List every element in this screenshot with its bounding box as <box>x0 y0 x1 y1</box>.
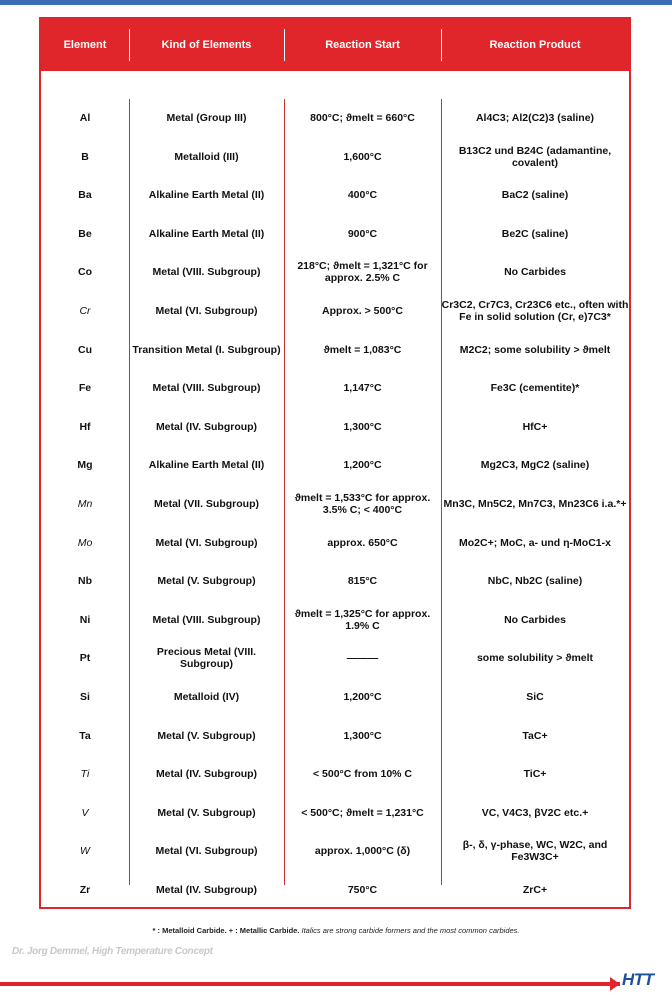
table-row <box>41 292 629 330</box>
reaction-start-cell: < 500°C; ϑmelt = 1,231°C <box>301 806 424 819</box>
reaction-product-cell: Cr3C2, Cr7C3, Cr23C6 etc., often with Fe in solid solution (Cr, e)7C3* <box>441 299 629 323</box>
reaction-start-cell: ——— <box>346 652 379 665</box>
kind-cell: Metal (V. Subgroup) <box>157 806 256 819</box>
kind-cell: Metal (V. Subgroup) <box>157 729 256 742</box>
table-header <box>41 19 629 71</box>
reaction-start-cell: ϑmelt = 1,533°C for approx. 3.5% C; < 400°C <box>294 492 431 516</box>
element-cell: Co <box>78 266 92 279</box>
element-cell: Al <box>79 112 91 124</box>
reaction-product-cell: β-, δ, γ-phase, WC, W2C, and Fe3W3C+ <box>462 839 608 864</box>
reaction-start-cell: 1,300°C <box>343 729 382 742</box>
element-cell: Mn <box>77 498 93 510</box>
table-row <box>41 99 629 137</box>
table-row <box>41 755 629 793</box>
kind-cell: Transition Metal (I. Subgroup) <box>132 343 281 356</box>
kind-cell: Metal (V. Subgroup) <box>157 575 256 588</box>
table-row <box>41 639 629 677</box>
element-cell: W <box>80 845 90 858</box>
element-cell: Cu <box>78 343 92 356</box>
reaction-product-cell: Mn3C, Mn5C2, Mn7C3, Mn23C6 i.a.*+ <box>443 498 627 510</box>
reaction-product-cell: M2C2; some solubility > ϑmelt <box>459 343 611 356</box>
reaction-start-cell: approx. 1,000°C (δ) <box>314 845 411 858</box>
reaction-start-cell: 400°C <box>347 189 378 202</box>
kind-cell: Metal (IV. Subgroup) <box>155 884 258 896</box>
reaction-start-cell: 815°C <box>347 575 378 588</box>
reaction-product-cell: VC, V4C3, βV2C etc.+ <box>481 806 589 819</box>
element-cell: Ta <box>79 729 91 742</box>
element-cell: Fe <box>78 382 92 395</box>
header-reaction-product: Reaction Product <box>489 39 581 51</box>
reaction-start-cell: ϑmelt = 1,325°C for approx. 1.9% C <box>294 607 431 632</box>
reaction-product-cell: Be2C (saline) <box>501 227 569 240</box>
table-row <box>41 601 629 639</box>
table-row <box>41 562 629 600</box>
footnote <box>0 926 672 935</box>
reaction-start-cell: 800°C; ϑmelt = 660°C <box>310 112 415 124</box>
table-row <box>41 678 629 716</box>
footnote-metallic: + : Metallic Carbide. <box>226 926 300 935</box>
reaction-product-cell: TiC+ <box>523 768 547 781</box>
kind-cell: Precious Metal (VIII. Subgroup) <box>156 646 257 671</box>
element-cell: Ba <box>78 189 92 202</box>
element-cell: Zr <box>79 884 91 896</box>
reaction-product-cell: No Carbides <box>504 613 566 626</box>
reaction-product-cell: No Carbides <box>504 266 566 279</box>
author-credit: Dr. Jorg Demmel, High Temperature Concept <box>12 946 213 957</box>
reaction-product-cell: Fe3C (cementite)* <box>490 382 580 395</box>
element-cell: B <box>81 150 89 163</box>
element-cell: Ti <box>80 768 90 781</box>
element-cell: Mo <box>77 536 93 549</box>
reaction-product-cell: NbC, Nb2C (saline) <box>487 575 583 588</box>
table-row <box>41 485 629 523</box>
kind-cell: Metal (VIII. Subgroup) <box>152 382 261 395</box>
kind-cell: Metal (Group III) <box>166 112 247 124</box>
table-row <box>41 832 629 870</box>
kind-cell: Metalloid (IV) <box>173 691 240 703</box>
reaction-start-cell: 1,200°C <box>343 459 382 472</box>
htt-logo: HTT <box>622 970 654 989</box>
reaction-product-cell: some solubility > ϑmelt <box>476 652 594 665</box>
kind-cell: Metal (VI. Subgroup) <box>155 845 258 858</box>
header-kind: Kind of Elements <box>161 39 252 51</box>
carbide-table <box>39 17 631 909</box>
element-cell: Si <box>80 691 90 703</box>
reaction-start-cell: 1,600°C <box>343 150 382 163</box>
reaction-product-cell: ZrC+ <box>522 884 548 896</box>
reaction-product-cell: TaC+ <box>522 729 548 742</box>
kind-cell: Metal (VIII. Subgroup) <box>152 266 261 279</box>
table-row <box>41 871 629 909</box>
reaction-start-cell: 1,300°C <box>343 420 382 433</box>
table-row <box>41 331 629 369</box>
table-row <box>41 794 629 832</box>
kind-cell: Alkaline Earth Metal (II) <box>148 459 265 472</box>
kind-cell: Metalloid (III) <box>174 150 239 163</box>
reaction-start-cell: 1,147°C <box>343 382 382 395</box>
header-reaction-start: Reaction Start <box>325 39 400 51</box>
reaction-product-cell: Mg2C3, MgC2 (saline) <box>480 459 590 472</box>
element-cell: Cr <box>79 305 91 317</box>
table-row <box>41 138 629 176</box>
kind-cell: Metal (IV. Subgroup) <box>155 420 258 433</box>
footnote-metalloid: * : Metalloid Carbide. <box>152 926 227 935</box>
table-row <box>41 215 629 253</box>
reaction-start-cell: approx. 650°C <box>327 536 398 549</box>
reaction-start-cell: 900°C <box>347 227 378 240</box>
element-cell: Hf <box>79 420 91 433</box>
table-row <box>41 369 629 407</box>
table-row <box>41 253 629 291</box>
element-cell: Nb <box>78 575 92 588</box>
reaction-start-cell: < 500°C from 10% C <box>312 768 413 781</box>
bottom-accent-line <box>0 982 620 986</box>
kind-cell: Metal (VI. Subgroup) <box>155 305 258 317</box>
logo-arrow-icon <box>610 977 620 991</box>
kind-cell: Metal (IV. Subgroup) <box>155 768 258 781</box>
reaction-start-cell: Approx. > 500°C <box>322 305 403 317</box>
reaction-start-cell: 1,200°C <box>343 691 382 703</box>
reaction-start-cell: ϑmelt = 1,083°C <box>323 343 402 356</box>
reaction-product-cell: Mo2C+; MoC, a- und η-MoC1-x <box>459 536 611 549</box>
reaction-product-cell: BaC2 (saline) <box>501 189 569 202</box>
table-row <box>41 408 629 446</box>
element-cell: Pt <box>79 652 91 665</box>
header-element: Element <box>63 39 107 51</box>
footnote-italics-note: Italics are strong carbide formers and the most common carbides. <box>299 926 520 935</box>
kind-cell: Metal (VI. Subgroup) <box>155 536 258 549</box>
reaction-start-cell: 218°C; ϑmelt = 1,321°C for approx. 2.5% C <box>297 260 428 285</box>
table-row <box>41 524 629 562</box>
element-cell: Ni <box>79 613 91 626</box>
kind-cell: Metal (VIII. Subgroup) <box>152 613 261 626</box>
table-row <box>41 446 629 484</box>
element-cell: V <box>81 806 89 819</box>
kind-cell: Alkaline Earth Metal (II) <box>148 227 265 240</box>
reaction-product-cell: B13C2 und B24C (adamantine, covalent) <box>458 144 612 169</box>
kind-cell: Alkaline Earth Metal (II) <box>148 189 265 202</box>
reaction-product-cell: Al4C3; Al2(C2)3 (saline) <box>475 112 595 124</box>
table-row <box>41 176 629 214</box>
reaction-product-cell: SiC <box>526 691 544 703</box>
element-cell: Mg <box>77 459 93 472</box>
kind-cell: Metal (VII. Subgroup) <box>154 498 259 510</box>
top-accent-bar <box>0 0 672 5</box>
reaction-product-cell: HfC+ <box>522 420 548 433</box>
table-row <box>41 717 629 755</box>
element-cell: Be <box>78 227 92 240</box>
reaction-start-cell: 750°C <box>347 884 378 896</box>
